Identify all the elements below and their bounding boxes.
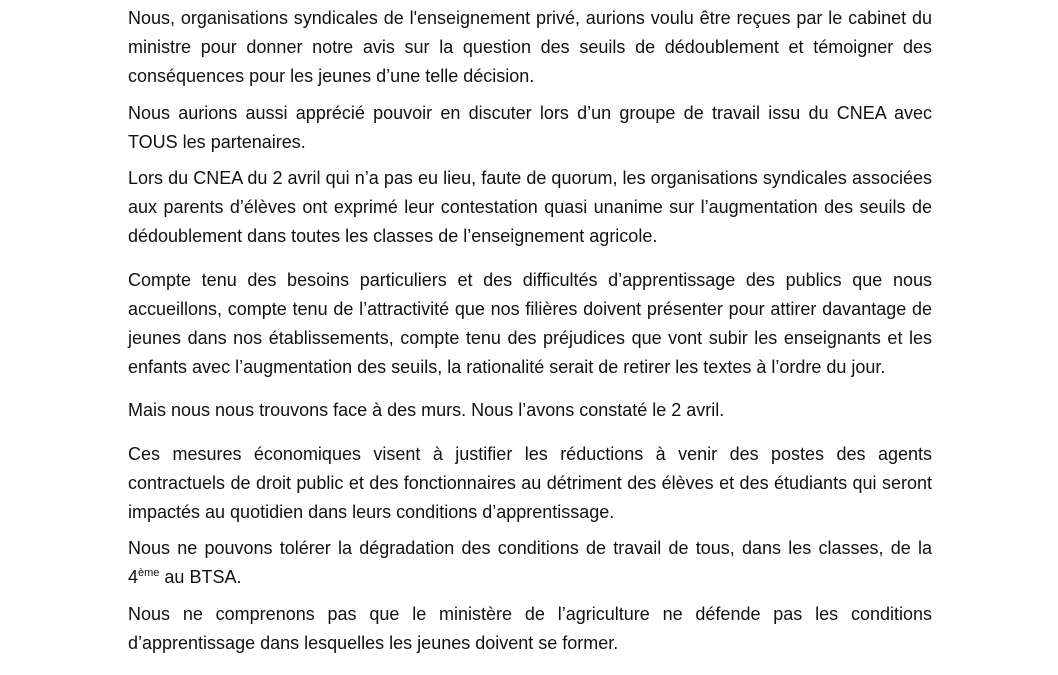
paragraph-1: Nous, organisations syndicales de l'enseignement privé, aurions voulu être reçues par le cabinet du ministre pour donner notre avis sur la question des seuils de dédoublement et témoigner des conséquences pour les jeunes d’une telle décision. xyxy=(128,8,932,87)
paragraph-7 xyxy=(128,534,932,592)
ordinal-superscript: ème xyxy=(138,567,160,580)
paragraph-8: Nous ne comprenons pas que le ministère de l’agriculture ne défende pas les conditions d’apprentissage dans lesquelles les jeunes doivent se former. xyxy=(128,603,932,653)
paragraph-4: Compte tenu des besoins particuliers et des difficultés d’apprentissage des publics que nous accueillons, compte tenu de l’attractivité que nos filières doivent présenter pour attirer davantage de jeunes dans nos établissements, compte tenu des préjudices que vont subir les enseignants et les enfants avec l’augmentation des seuils, la rationalité serait de retirer les textes à l’ordre du jour. xyxy=(128,269,932,378)
paragraph-6: Ces mesures économiques visent à justifier les réductions à venir des postes des agents contractuels de droit public et des fonctionnaires au détriment des élèves et des étudiants qui seront impactés au quotidien dans leurs conditions d’apprentissage. xyxy=(128,443,932,523)
paragraph-7-text: Nous ne pouvons tolérer la dégradation des conditions de travail de tous, dans les classes, de la 4 xyxy=(128,538,932,588)
paragraph-3: Lors du CNEA du 2 avril qui n’a pas eu lieu, faute de quorum, les organisations syndicales associées aux parents d’élèves ont exprimé leur contestation quasi unanime sur l’augmentation des seuils de dédoublement dans toutes les classes de l’enseignement agricole. xyxy=(128,168,932,247)
paragraph-5: Mais nous nous trouvons face à des murs. Nous l’avons constaté le 2 avril. xyxy=(128,400,725,421)
document-body xyxy=(128,4,932,665)
paragraph-2: Nous aurions aussi apprécié pouvoir en discuter lors d’un groupe de travail issu du CNEA avec TOUS les partenaires. xyxy=(128,102,932,152)
paragraph-7-end: au BTSA. xyxy=(159,567,242,588)
